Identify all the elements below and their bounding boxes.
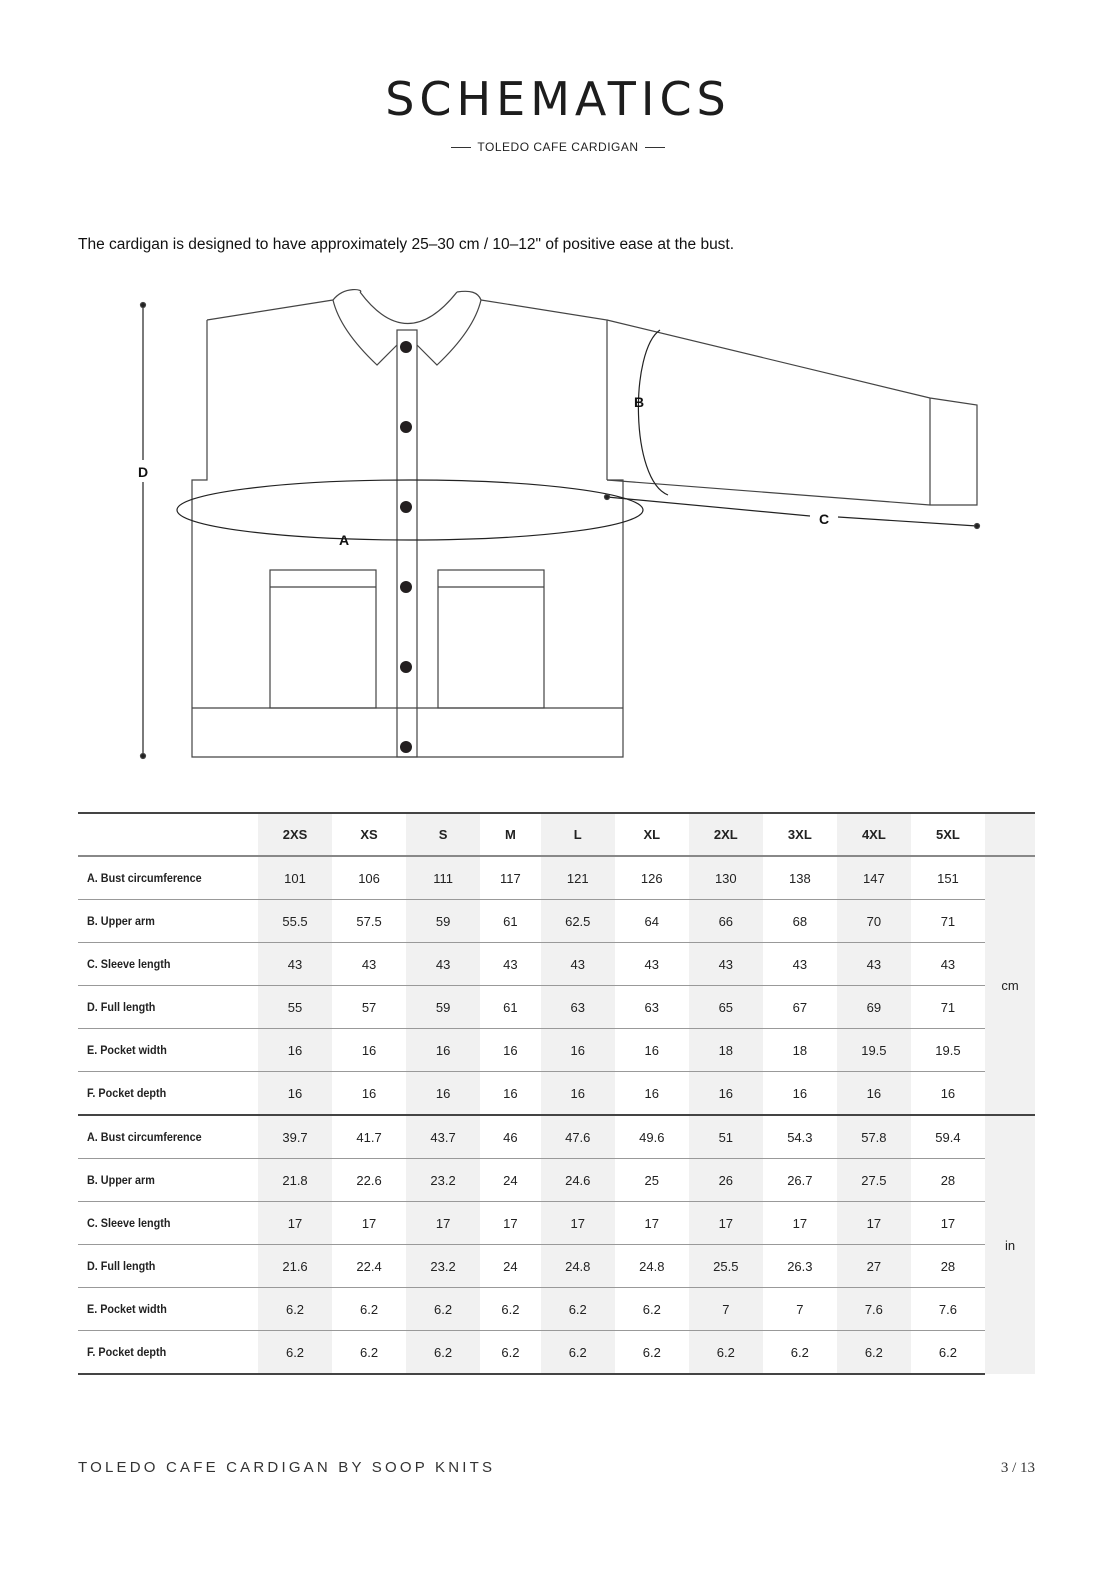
table-cell: 17 <box>763 1202 837 1245</box>
table-cell: 51 <box>689 1115 763 1159</box>
table-cell: 57 <box>332 986 406 1029</box>
table-cell: 70 <box>837 900 911 943</box>
table-cell: 43 <box>258 943 332 986</box>
table-cell: 54.3 <box>763 1115 837 1159</box>
row-label: C. Sleeve length <box>78 943 240 986</box>
table-cell: 22.6 <box>332 1159 406 1202</box>
table-cell: 47.6 <box>541 1115 615 1159</box>
row-label: B. Upper arm <box>78 1159 240 1202</box>
table-row <box>78 1029 1035 1072</box>
table-cell: 63 <box>615 986 689 1029</box>
table-cell: 117 <box>480 856 541 900</box>
table-cell: 111 <box>406 856 480 900</box>
table-cell: 16 <box>406 1072 480 1116</box>
table-row <box>78 1245 1035 1288</box>
table-cell: 6.2 <box>615 1331 689 1375</box>
table-cell: 43 <box>689 943 763 986</box>
table-cell: 121 <box>541 856 615 900</box>
table-cell: 7.6 <box>911 1288 985 1331</box>
header-blank <box>78 813 258 856</box>
table-cell: 16 <box>480 1072 541 1116</box>
table-cell: 61 <box>480 986 541 1029</box>
table-cell: 6.2 <box>406 1288 480 1331</box>
table-row <box>78 900 1035 943</box>
table-cell: 16 <box>258 1029 332 1072</box>
row-label: E. Pocket width <box>78 1288 240 1331</box>
table-cell: 25 <box>615 1159 689 1202</box>
size-header: 4XL <box>837 813 911 856</box>
row-label: F. Pocket depth <box>78 1331 240 1375</box>
body-outline <box>192 300 623 757</box>
unit-label: cm <box>985 856 1035 1115</box>
row-label: E. Pocket width <box>78 1029 240 1072</box>
table-cell: 6.2 <box>480 1288 541 1331</box>
table-cell: 6.2 <box>332 1288 406 1331</box>
table-cell: 55.5 <box>258 900 332 943</box>
table-cell: 43 <box>615 943 689 986</box>
table-cell: 59 <box>406 900 480 943</box>
row-label: A. Bust circumference <box>78 1115 240 1159</box>
row-label: D. Full length <box>78 1245 240 1288</box>
table-cell: 17 <box>615 1202 689 1245</box>
left-pocket <box>270 570 376 708</box>
footer-title: TOLEDO CAFE CARDIGAN BY SOOP KNITS <box>78 1459 496 1476</box>
right-pocket <box>438 570 544 708</box>
table-cell: 16 <box>541 1072 615 1116</box>
table-cell: 68 <box>763 900 837 943</box>
table-cell: 16 <box>763 1072 837 1116</box>
size-table <box>78 812 1035 1375</box>
table-cell: 23.2 <box>406 1159 480 1202</box>
table-cell: 18 <box>763 1029 837 1072</box>
page-subtitle <box>0 140 1116 154</box>
upper-arm-measure <box>638 330 668 495</box>
table-cell: 16 <box>406 1029 480 1072</box>
table-cell: 24.8 <box>615 1245 689 1288</box>
table-cell: 59 <box>406 986 480 1029</box>
table-cell: 71 <box>911 986 985 1029</box>
table-cell: 17 <box>480 1202 541 1245</box>
table-cell: 57.8 <box>837 1115 911 1159</box>
table-cell: 24 <box>480 1245 541 1288</box>
table-cell: 6.2 <box>258 1331 332 1375</box>
label-a: A <box>338 532 350 548</box>
row-label: C. Sleeve length <box>78 1202 240 1245</box>
table-cell: 64 <box>615 900 689 943</box>
table-cell: 6.2 <box>541 1288 615 1331</box>
table-row <box>78 856 1035 900</box>
table-row <box>78 1159 1035 1202</box>
table-cell: 27.5 <box>837 1159 911 1202</box>
sleeve-length-measure <box>607 497 810 516</box>
table-cell: 17 <box>258 1202 332 1245</box>
subtitle-text: TOLEDO CAFE CARDIGAN <box>477 140 639 154</box>
table-cell: 16 <box>615 1029 689 1072</box>
table-row <box>78 986 1035 1029</box>
table-cell: 6.2 <box>332 1331 406 1375</box>
size-header: XS <box>332 813 406 856</box>
table-row <box>78 943 1035 986</box>
table-cell: 16 <box>480 1029 541 1072</box>
table-cell: 22.4 <box>332 1245 406 1288</box>
page-title: SCHEMATICS <box>385 72 731 126</box>
cardigan-schematic <box>0 280 1116 780</box>
table-cell: 7.6 <box>837 1288 911 1331</box>
table-cell: 24.8 <box>541 1245 615 1288</box>
table-cell: 43 <box>406 943 480 986</box>
row-label: D. Full length <box>78 986 240 1029</box>
table-cell: 43 <box>541 943 615 986</box>
unit-header <box>985 813 1035 856</box>
table-cell: 147 <box>837 856 911 900</box>
table-cell: 43 <box>837 943 911 986</box>
size-header: 2XL <box>689 813 763 856</box>
row-label: B. Upper arm <box>78 900 240 943</box>
table-cell: 19.5 <box>911 1029 985 1072</box>
table-cell: 71 <box>911 900 985 943</box>
table-cell: 6.2 <box>763 1331 837 1375</box>
table-cell: 41.7 <box>332 1115 406 1159</box>
table-cell: 7 <box>763 1288 837 1331</box>
buttons <box>400 341 412 753</box>
table-cell: 46 <box>480 1115 541 1159</box>
row-label: A. Bust circumference <box>78 856 240 900</box>
table-cell: 16 <box>837 1072 911 1116</box>
table-cell: 101 <box>258 856 332 900</box>
table-cell: 55 <box>258 986 332 1029</box>
label-b: B <box>633 394 645 410</box>
table-cell: 43 <box>911 943 985 986</box>
table-cell: 57.5 <box>332 900 406 943</box>
table-cell: 59.4 <box>911 1115 985 1159</box>
table-row <box>78 1115 1035 1159</box>
table-cell: 17 <box>837 1202 911 1245</box>
table-cell: 61 <box>480 900 541 943</box>
label-c: C <box>818 511 830 527</box>
table-cell: 16 <box>689 1072 763 1116</box>
label-d: D <box>137 464 149 480</box>
table-cell: 21.6 <box>258 1245 332 1288</box>
table-cell: 17 <box>332 1202 406 1245</box>
table-cell: 17 <box>911 1202 985 1245</box>
table-cell: 7 <box>689 1288 763 1331</box>
table-cell: 6.2 <box>689 1331 763 1375</box>
table-cell: 126 <box>615 856 689 900</box>
table-cell: 26.7 <box>763 1159 837 1202</box>
size-header: 2XS <box>258 813 332 856</box>
table-cell: 6.2 <box>837 1331 911 1375</box>
table-cell: 16 <box>332 1029 406 1072</box>
table-cell: 28 <box>911 1245 985 1288</box>
size-header: 5XL <box>911 813 985 856</box>
size-header: XL <box>615 813 689 856</box>
table-cell: 69 <box>837 986 911 1029</box>
table-cell: 24 <box>480 1159 541 1202</box>
table-cell: 65 <box>689 986 763 1029</box>
page-number: 3 / 13 <box>1000 1460 1035 1476</box>
table-row <box>78 1202 1035 1245</box>
table-cell: 25.5 <box>689 1245 763 1288</box>
table-cell: 21.8 <box>258 1159 332 1202</box>
table-cell: 6.2 <box>615 1288 689 1331</box>
collar <box>333 290 481 365</box>
table-cell: 17 <box>689 1202 763 1245</box>
table-cell: 24.6 <box>541 1159 615 1202</box>
table-cell: 43 <box>763 943 837 986</box>
size-header: 3XL <box>763 813 837 856</box>
table-cell: 62.5 <box>541 900 615 943</box>
table-cell: 6.2 <box>541 1331 615 1375</box>
table-cell: 16 <box>541 1029 615 1072</box>
table-cell: 151 <box>911 856 985 900</box>
sleeve-outline <box>607 320 977 505</box>
table-cell: 63 <box>541 986 615 1029</box>
size-header: L <box>541 813 615 856</box>
unit-label: in <box>985 1115 1035 1374</box>
table-cell: 16 <box>258 1072 332 1116</box>
table-row <box>78 1331 1035 1375</box>
table-cell: 6.2 <box>480 1331 541 1375</box>
table-cell: 43 <box>332 943 406 986</box>
table-cell: 106 <box>332 856 406 900</box>
table-cell: 67 <box>763 986 837 1029</box>
table-cell: 49.6 <box>615 1115 689 1159</box>
table-cell: 23.2 <box>406 1245 480 1288</box>
size-header: M <box>480 813 541 856</box>
table-cell: 39.7 <box>258 1115 332 1159</box>
table-cell: 138 <box>763 856 837 900</box>
table-cell: 16 <box>615 1072 689 1116</box>
table-cell: 28 <box>911 1159 985 1202</box>
table-cell: 18 <box>689 1029 763 1072</box>
table-cell: 16 <box>911 1072 985 1116</box>
table-cell: 66 <box>689 900 763 943</box>
table-cell: 17 <box>406 1202 480 1245</box>
table-cell: 17 <box>541 1202 615 1245</box>
button-band <box>397 330 417 757</box>
table-row <box>78 1072 1035 1116</box>
table-cell: 27 <box>837 1245 911 1288</box>
table-cell: 43 <box>480 943 541 986</box>
table-cell: 26 <box>689 1159 763 1202</box>
table-row <box>78 1288 1035 1331</box>
table-cell: 19.5 <box>837 1029 911 1072</box>
table-cell: 130 <box>689 856 763 900</box>
row-label: F. Pocket depth <box>78 1072 240 1116</box>
table-cell: 43.7 <box>406 1115 480 1159</box>
size-header: S <box>406 813 480 856</box>
table-cell: 16 <box>332 1072 406 1116</box>
table-cell: 6.2 <box>258 1288 332 1331</box>
intro-text: The cardigan is designed to have approximately 25–30 cm / 10–12" of positive ease at the bust. <box>78 236 735 253</box>
table-cell: 6.2 <box>911 1331 985 1375</box>
table-cell: 6.2 <box>406 1331 480 1375</box>
table-cell: 26.3 <box>763 1245 837 1288</box>
